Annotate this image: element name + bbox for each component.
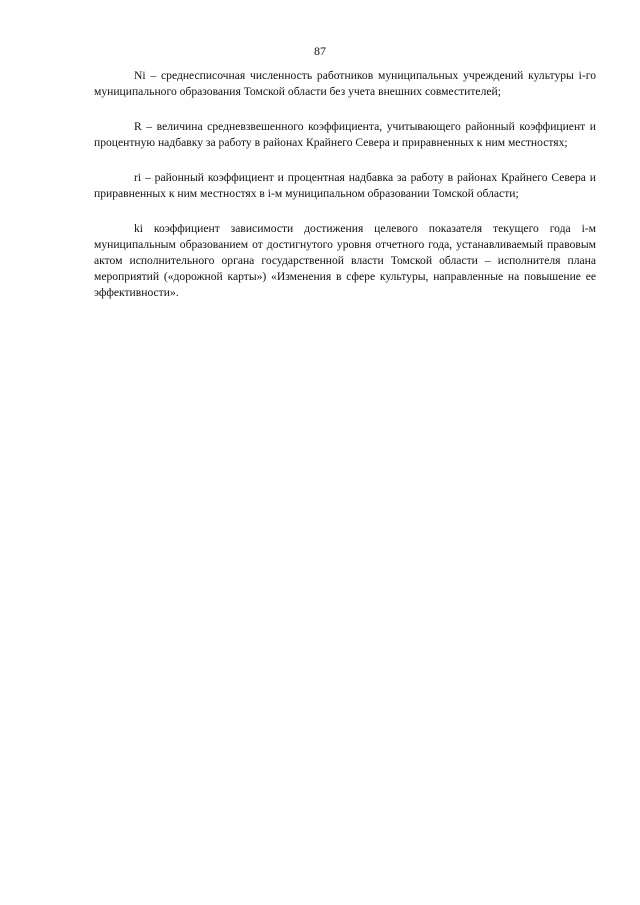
paragraph-r-definition: R – величина средневзвешенного коэффициента, учитывающего районный коэффициент и процентную надбавку за работу в районах Крайнего Севера и приравненных к ним местностях;	[94, 120, 596, 149]
document-body	[94, 68, 596, 320]
page-number: 87	[314, 44, 326, 58]
paragraph-ri-definition: ri – районный коэффициент и процентная надбавка за работу в районах Крайнего Севера и приравненных к ним местностях в i-м муниципальном образовании Томской области;	[94, 171, 596, 200]
paragraph-ki-definition: ki коэффициент зависимости достижения целевого показателя текущего года i-м муниципальным образованием от достигнутого уровня отчетного года, устанавливаемый правовым актом исполнительного органа государственной власти Томской области – исполнителя плана мероприятий («дорожной карты») «Изменения в сфере культуры, направленные на повышение ее эффективности».	[94, 222, 596, 299]
paragraph-ni-definition: Ni – среднесписочная численность работников муниципальных учреждений культуры i-го муниципального образования Томской области без учета внешних совместителей;	[94, 69, 596, 98]
